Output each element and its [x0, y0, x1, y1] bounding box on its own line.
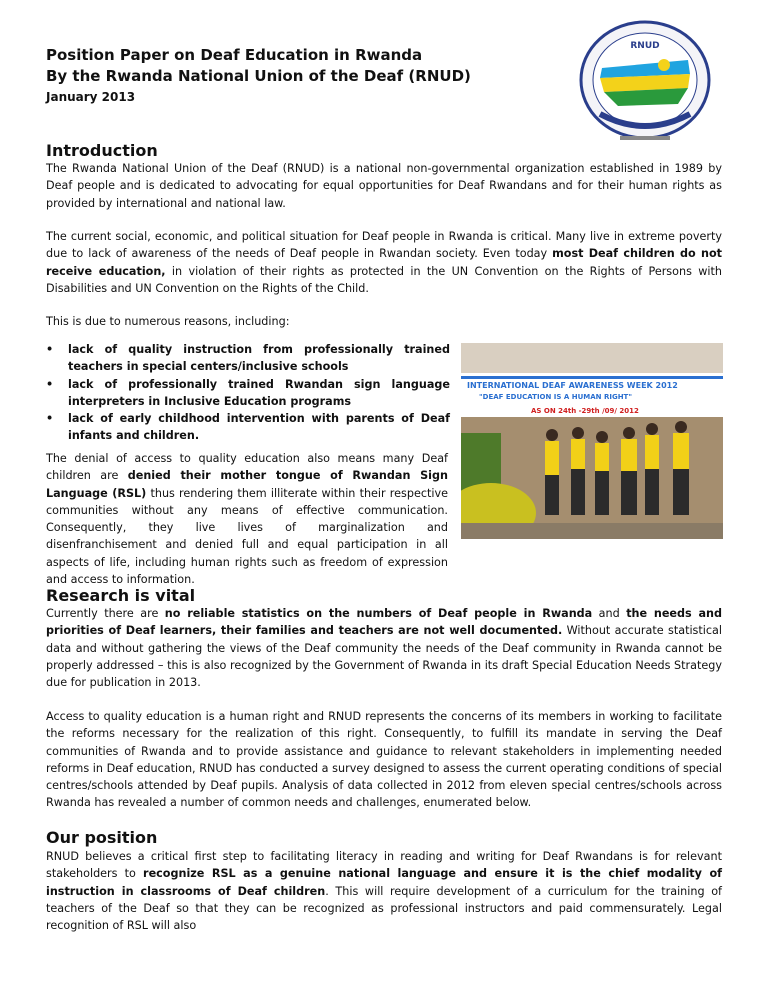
title-line-1: Position Paper on Deaf Education in Rwanda: [46, 46, 423, 64]
list-item: • lack of professionally trained Rwandan sign language interpreters in Inclusive Education programs: [46, 376, 450, 411]
list-item: • lack of quality instruction from professionally trained teachers in special centers/inclusive schools: [46, 341, 450, 376]
intro-paragraph-2: The current social, economic, and political situation for Deaf people in Rwanda is critical. Many live in extreme poverty due to lack of awareness of the needs of Deaf people in Rwandan society. Even today most Deaf children do not receive education, in violation of their rights as protected in the UN Convention on the Rights of Persons with Disabilities and UN Convention on the Rights of the Child.: [46, 230, 722, 295]
list-item: • lack of early childhood intervention with parents of Deaf infants and children.: [46, 410, 450, 445]
banner-line-3: AS ON 24th -29th /09/ 2012: [531, 407, 639, 415]
rnud-logo: [560, 18, 730, 150]
reasons-list: [46, 341, 450, 445]
logo-text: RNUD: [630, 41, 660, 51]
deaf-awareness-week-photo: [461, 343, 723, 539]
banner-line-1: INTERNATIONAL DEAF AWARENESS WEEK 2012: [467, 381, 678, 390]
position-heading: Our position: [46, 828, 158, 847]
research-paragraph-1: Currently there are no reliable statistics on the numbers of Deaf people in Rwanda and the needs and priorities of Deaf learners, their families and teachers are not well documented. Without accurate statistical data and without gathering the views of the Deaf community the needs of the Deaf community in Rwanda cannot be properly addressed – this is also recognized by the Government of Rwanda in its draft Special Education Needs Strategy due for publication in 2013.: [46, 607, 722, 690]
document-date: January 2013: [46, 90, 136, 104]
intro-paragraph-1: The Rwanda National Union of the Deaf (RNUD) is a national non-governmental organization established in 1989 by Deaf people and is dedicated to advocating for equal opportunities for Deaf Rwandans and for their human rights as provided by international and national law.: [46, 162, 722, 210]
position-paragraph-1: RNUD believes a critical first step to facilitating literacy in reading and writing for Deaf Rwandans is for relevant stakeholders to recognize RSL as a genuine national language and ensure it is the chief modality of instruction in classrooms of Deaf children. This will require development of a curriculum for the training of teachers of the Deaf so that they can be recognized as professional instructors and paid commensurately. Legal recognition of RSL will also: [46, 850, 722, 933]
research-heading: Research is vital: [46, 586, 196, 605]
research-paragraph-2: Access to quality education is a human right and RNUD represents the concerns of its members in working to facilitate the reforms necessary for the realization of this right. Consequently, to fulfill its mandate in serving the Deaf communities of Rwanda and to provide assistance and guidance to relevant stakeholders in implementing needed reforms in Deaf education, RNUD has conducted a survey designed to assess the current operating conditions of special centres/schools attended by Deaf pupils. Analysis of data collected in 2012 from eleven special centres/schools across Rwanda has revealed a number of common needs and challenges, enumerated below.: [46, 710, 722, 810]
banner-line-2: "DEAF EDUCATION IS A HUMAN RIGHT": [479, 393, 632, 401]
introduction-heading: Introduction: [46, 141, 158, 160]
intro-paragraph-3: This is due to numerous reasons, including:: [46, 315, 290, 328]
title-line-2: By the Rwanda National Union of the Deaf (RNUD): [46, 67, 471, 85]
intro-paragraph-4: The denial of access to quality education also means many Deaf children are denied their mother tongue of Rwandan Sign Language (RSL) thus rendering them illiterate within their respective communities without any means of effective communication. Consequently, they live lives of marginalization and disenfranchisement and denied full and equal participation in all aspects of life, including human rights such as freedom of expression and access to information.: [46, 452, 449, 587]
